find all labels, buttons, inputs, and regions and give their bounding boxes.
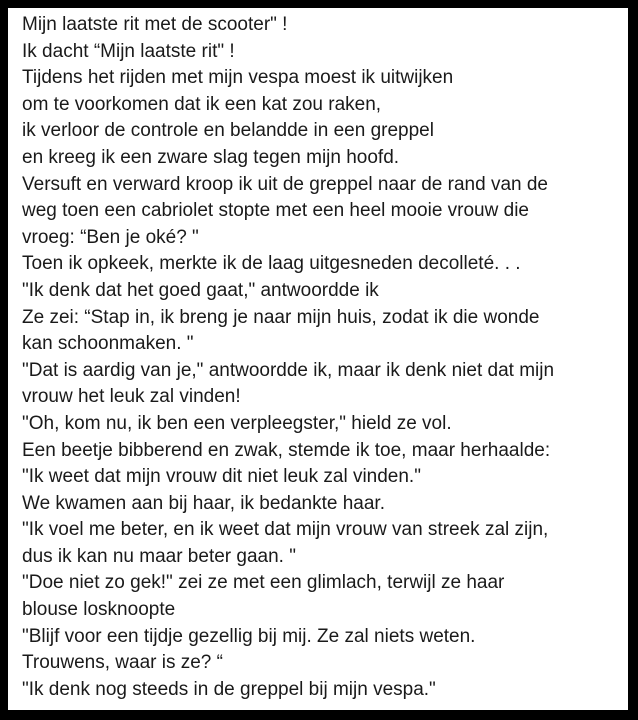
story-line: "Ik weet dat mijn vrouw dit niet leuk zal vinden." [22,466,421,488]
story-line: vrouw het leuk zal vinden! [22,386,241,408]
story-line: om te voorkomen dat ik een kat zou raken, [22,93,382,115]
story-line: Ik dacht “Mijn laatste rit" ! [22,40,235,62]
story-line: weg toen een cabriolet stopte met een heel mooie vrouw die [22,200,529,222]
story-line: Versuft en verward kroop ik uit de greppel naar de rand van de [22,173,548,195]
story-line: dus ik kan nu maar beter gaan. " [22,545,296,567]
story-line: vroeg: “Ben je oké? " [22,226,199,248]
story-line: Ze zei: “Stap in, ik breng je naar mijn huis, zodat ik die wonde [22,306,540,328]
story-line: We kwamen aan bij haar, ik bedankte haar. [22,492,385,514]
story-line: en kreeg ik een zware slag tegen mijn hoofd. [22,146,400,168]
story-line: "Ik denk dat het goed gaat," antwoordde ik [22,279,379,301]
story-line: "Ik denk nog steeds in de greppel bij mijn vespa." [22,678,436,700]
story-line: "Doe niet zo gek!" zei ze met een glimlach, terwijl ze haar [22,572,505,594]
story-line: Toen ik opkeek, merkte ik de laag uitgesneden decolleté. . . [22,253,521,275]
story-line: Tijdens het rijden met mijn vespa moest ik uitwijken [22,67,454,89]
text-card [8,8,628,710]
story-line: Mijn laatste rit met de scooter" ! [22,14,288,35]
story-line: "Blijf voor een tijdje gezellig bij mij. Ze zal niets weten. [22,625,476,647]
story-line: Een beetje bibberend en zwak, stemde ik toe, maar herhaalde: [22,439,551,461]
story-line: blouse losknoopte [22,599,176,621]
story-line: kan schoonmaken. " [22,333,194,355]
story-line: ik verloor de controle en belandde in een greppel [22,120,434,142]
story-line: Trouwens, waar is ze? “ [22,652,223,674]
story-text [22,12,622,703]
story-line: "Oh, kom nu, ik ben een verpleegster," hield ze vol. [22,412,452,434]
story-line: "Ik voel me beter, en ik weet dat mijn vrouw van streek zal zijn, [22,519,549,541]
story-line: "Dat is aardig van je," antwoordde ik, maar ik denk niet dat mijn [22,359,555,381]
